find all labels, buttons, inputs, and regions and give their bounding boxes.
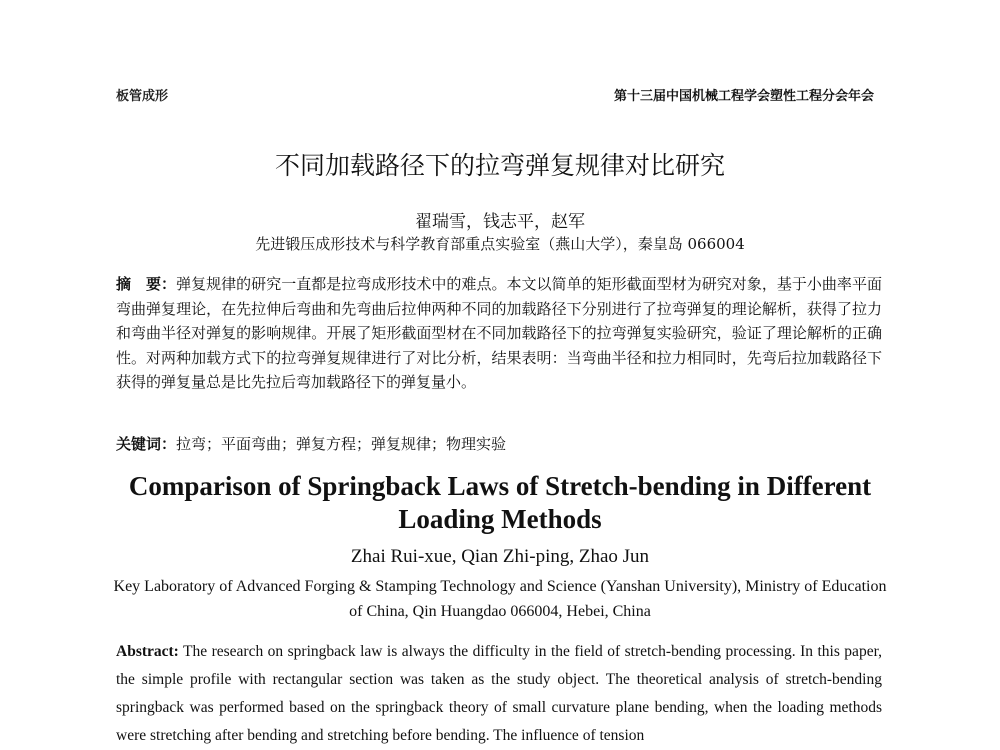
chinese-abstract-text: 弹复规律的研究一直都是拉弯成形技术中的难点。本文以简单的矩形截面型材为研究对象，基于小曲率平面弯曲弹复理论，在先拉伸后弯曲和先弯曲后拉伸两种不同的加载路径下分别进行了拉弯弹复的理论解析，获得了拉力和弯曲半径对弹复的影响规律。开展了矩形截面型材在不同加载路径下的拉弯弹复实验研究，验证了理论解析的正确性。对两种加载方式下的拉弯弹复规律进行了对比分析，结果表明：当弯曲半径和拉力相同时，先弯后拉加载路径下获得的弹复量总是比先拉后弯加载路径下的弹复量小。 [116,275,882,391]
chinese-keywords-label: 关键词： [116,435,177,453]
running-header-section: 板管成形 [116,89,169,104]
english-title: Comparison of Springback Laws of Stretch-bending in Different Loading Methods [128,471,872,534]
english-abstract-label: Abstract: [116,643,179,660]
chinese-keywords [116,433,882,454]
chinese-keywords-text: 拉弯；平面弯曲；弹复方程；弹复规律；物理实验 [176,435,507,453]
english-authors: Zhai Rui-xue, Qian Zhi-ping, Zhao Jun [350,546,650,567]
chinese-authors: 翟瑞雪，钱志平，赵军 [415,212,585,232]
english-abstract [116,638,882,750]
chinese-affiliation: 先进锻压成形技术与科学教育部重点实验室（燕山大学），秦皇岛 066004 [255,235,745,253]
running-header-conference: 第十三届中国机械工程学会塑性工程分会年会 [613,89,874,104]
english-affiliation: Key Laboratory of Advanced Forging & Stamping Technology and Science (Yanshan University), Ministry of Education of China, Qin Huangdao 066004, Hebei, China [113,578,887,620]
chinese-abstract [116,272,882,395]
chinese-abstract-label: 摘 要： [116,275,177,293]
chinese-title: 不同加载路径下的拉弯弹复规律对比研究 [274,151,725,180]
english-abstract-text: The research on springback law is always the difficulty in the field of stretch-bending processing. In this paper, the simple profile with rectangular section was taken as the study object. The theoretical analysis of stretch-bending springback was performed based on the springback theory of small curvature plane bending, when the loading methods were stretching after bending and stretching before bending. The influence of tension [116,643,882,744]
